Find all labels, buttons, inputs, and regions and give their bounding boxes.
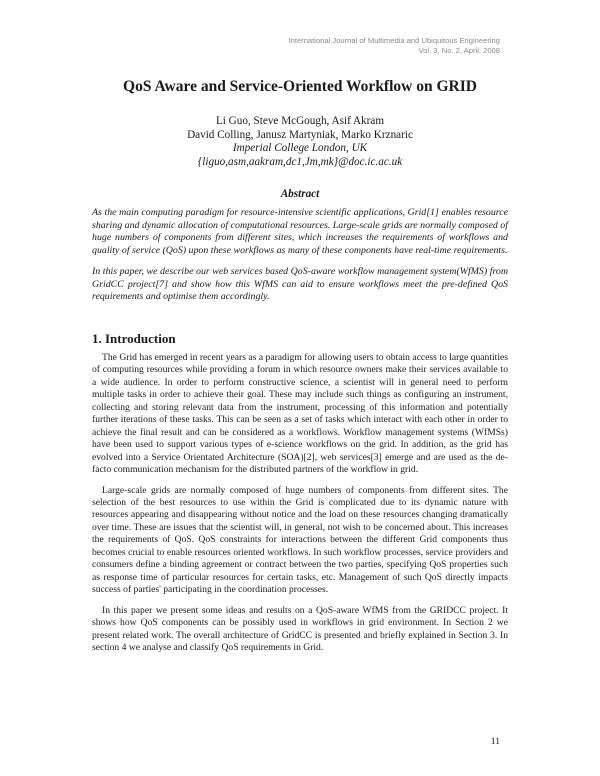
journal-name: International Journal of Multimedia and Ubiquitous Engineering <box>288 36 500 45</box>
abstract-body <box>92 207 508 313</box>
abstract-heading: Abstract <box>280 188 320 200</box>
author-block <box>0 115 600 169</box>
paper-title: QoS Aware and Service-Oriented Workflow on GRID <box>123 78 477 95</box>
journal-header <box>289 36 501 56</box>
introduction-body <box>92 352 508 662</box>
author-emails: {liguo,asm,aakram,dc1,Jm,mk}@doc.ic.ac.uk <box>197 155 403 168</box>
intro-paragraph-1: The Grid has emerged in recent years as a paradigm for allowing users to obtain access to large quantities of computing resources while providing a forum in which resource owners make their services available to a wide audience. In order to perform constructive science, a scientist will in general need to perform multiple tasks in order to achieve their goal. These may include such things as configuring an instrument, collecting and storing relevant data from the instrument, processing of this information and potentially further iterations of these tasks. This can be seen as a set of tasks which interact with each other in order to achieve the final result and can be considered as a workflows. Workflow management systems (WfMSs) have been used to support various types of e-science workflows on the grid. In addition, as the grid has evolved into a Service Orientated Architecture (SOA)[2], web services[3] emerge and are used as the de-facto communication mechanism for the distributed partners of the workflow in grid. <box>92 352 508 476</box>
authors-line-1: Li Guo, Steve McGough, Asif Akram <box>215 115 385 127</box>
intro-paragraph-2: Large-scale grids are normally composed of huge numbers of components from different sites. The selection of the best resources to use within the Grid is complicated due to its dynamic nature with resources appearing and disappearing without notice and the load on these resources changing dramatically over time. These are issues that the scientist will, in general, not wish to be concerned about. This increases the requirements of QoS. QoS constraints for interactions between the different Grid components thus becomes crucial to enable resources oriented workflows. In such workflow processes, service providers and consumers define a binding agreement or contract between the two parties, specifying QoS properties such as response time of particular resources for certain tasks, etc. Management of such QoS directly impacts success of parties' participating in the coordination processes. <box>92 484 508 596</box>
journal-volume: Vol. 3, No. 2, April, 2008 <box>418 46 500 55</box>
affiliation: Imperial College London, UK <box>232 142 368 155</box>
abstract-paragraph-1: As the main computing paradigm for resource-intensive scientific applications, Grid[1] enables resource sharing and dynamic allocation of computational resources. Large-scale grids are normally composed of huge numbers of components from different sites, which increases the requirements of workflows and quality of service (QoS) upon these workflows as many of these components have real-time requirements. <box>92 207 508 256</box>
page-number: 11 <box>490 736 500 747</box>
section-heading-introduction: 1. Introduction <box>92 331 176 346</box>
intro-paragraph-3: In this paper we present some ideas and results on a QoS-aware WfMS from the GRIDCC project. It shows how QoS components can be possibly used in workflows in grid environment. In Section 2 we present related work. The overall architecture of GridCC is presented and briefly explained in Section 3. In section 4 we analyse and classify QoS requirements in Grid. <box>92 604 508 653</box>
authors-line-2: David Colling, Janusz Martyniak, Marko Krznaric <box>187 128 413 141</box>
abstract-paragraph-2: In this paper, we describe our web services based QoS-aware workflow management system(WfMS) from GridCC project[7] and show how this WfMS can aid to ensure workflows meet the pre-defined QoS requirements and optimise them accordingly. <box>92 266 508 302</box>
